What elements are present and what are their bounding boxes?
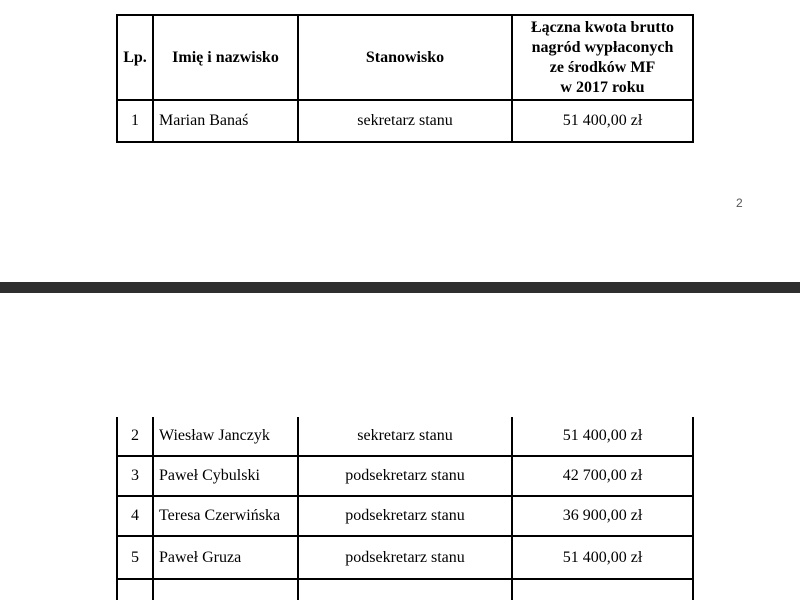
awards-table-part-2 <box>116 417 694 600</box>
cell-name: Paweł Gruza <box>153 536 298 579</box>
cell-amount: 51 400,00 zł <box>512 100 693 142</box>
cell-position: podsekretarz stanu <box>298 496 512 536</box>
cell-lp <box>117 579 153 600</box>
cell-lp: 3 <box>117 456 153 496</box>
cell-lp: 5 <box>117 536 153 579</box>
header-amount-line-3: ze środków MF <box>549 58 656 76</box>
awards-table-part-1 <box>116 14 694 143</box>
cell-name: Paweł Cybulski <box>153 456 298 496</box>
cell-lp: 4 <box>117 496 153 536</box>
cell-position <box>298 579 512 600</box>
header-lp: Lp. <box>117 15 153 100</box>
cell-name <box>153 579 298 600</box>
cell-name: Wiesław Janczyk <box>153 417 298 456</box>
header-name: Imię i nazwisko <box>153 15 298 100</box>
header-amount <box>512 15 693 100</box>
table-row <box>117 100 693 142</box>
table-header-row <box>117 15 693 100</box>
table-row <box>117 456 693 496</box>
table-row <box>117 417 693 456</box>
cell-name: Marian Banaś <box>153 100 298 142</box>
cell-amount: 36 900,00 zł <box>512 496 693 536</box>
table-row <box>117 496 693 536</box>
page-separator <box>0 282 800 293</box>
cell-amount: 42 700,00 zł <box>512 456 693 496</box>
cell-lp: 1 <box>117 100 153 142</box>
cell-position: sekretarz stanu <box>298 417 512 456</box>
header-position: Stanowisko <box>298 15 512 100</box>
cell-amount: 51 400,00 zł <box>512 417 693 456</box>
header-amount-line-4: w 2017 roku <box>560 78 645 96</box>
cell-name: Teresa Czerwińska <box>153 496 298 536</box>
cell-lp: 2 <box>117 417 153 456</box>
document-page-2 <box>0 293 800 600</box>
cell-position: sekretarz stanu <box>298 100 512 142</box>
table-row <box>117 536 693 579</box>
cell-position: podsekretarz stanu <box>298 456 512 496</box>
document-page-1 <box>0 0 800 282</box>
page-number: 2 <box>736 196 743 210</box>
header-amount-line-2: nagród wypłaconych <box>531 38 674 56</box>
cell-amount: 51 400,00 zł <box>512 536 693 579</box>
table-row-partial <box>117 579 693 600</box>
cell-amount <box>512 579 693 600</box>
cell-position: podsekretarz stanu <box>298 536 512 579</box>
header-amount-line-1: Łączna kwota brutto <box>530 18 675 36</box>
